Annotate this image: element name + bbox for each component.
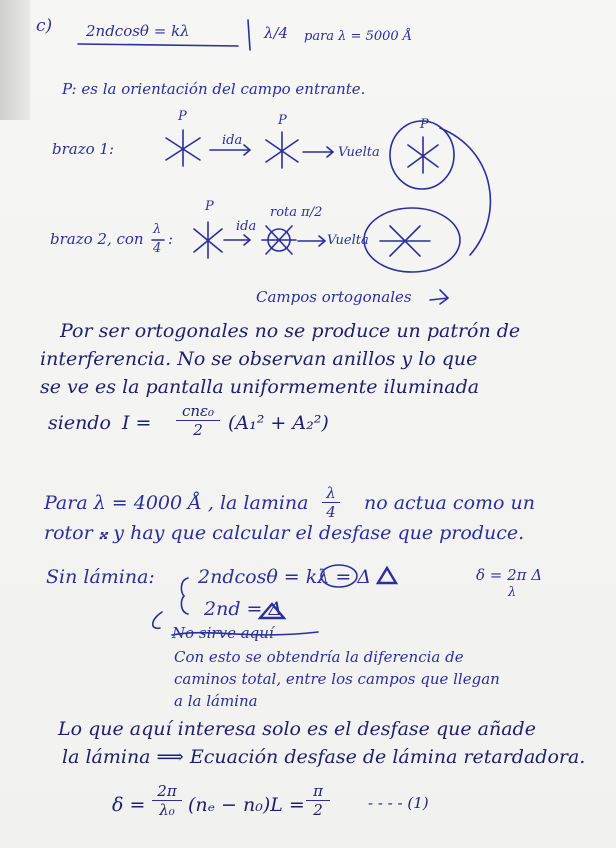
delta-mark-1	[378, 568, 396, 583]
campos-arrow	[430, 290, 448, 304]
brazo1-star-1	[166, 130, 200, 166]
brazo2-arrow-1	[224, 235, 250, 245]
p-label-2: P	[278, 113, 287, 128]
siendo-I: I =	[122, 412, 152, 434]
siendo-frac-num: cnε₀	[176, 402, 220, 421]
p-label-4: P	[205, 199, 214, 214]
note-line3: a la lámina	[174, 692, 258, 710]
siendo-label: siendo	[48, 412, 111, 434]
paragraph2-frac-den: 4	[326, 503, 336, 521]
paragraph2-line2: rotor 𝄪 y hay que calcular el desfase que produce.	[44, 522, 525, 544]
final-rhs-den: 2	[313, 801, 323, 819]
final-fraction	[152, 782, 182, 819]
brazo2-frac-den: 4	[153, 241, 162, 256]
p-label-1: P	[178, 109, 187, 124]
paragraph2-line1-post: no actua como un	[364, 492, 535, 514]
paragraph1-line1: Por ser ortogonales no se produce un patrón de	[60, 320, 521, 342]
paragraph1-line2: interferencia. No se observan anillos y lo que	[40, 348, 478, 370]
siendo-rhs: (A₁² + A₂²)	[228, 412, 329, 434]
final-delta: δ =	[112, 794, 146, 816]
vuelta-label-2: Vuelta	[327, 233, 369, 248]
paragraph3-line2: la lámina ⟹ Ecuación desfase de lámina retardadora.	[62, 746, 586, 768]
final-frac-num: 2π	[152, 782, 182, 801]
brazo2-star-1	[194, 222, 222, 258]
para-lambda: para λ = 5000 Å	[304, 29, 413, 44]
brazo1-arrow-2	[303, 147, 333, 157]
final-tag: - - - - (1)	[368, 794, 429, 812]
brazo1-star-2	[266, 132, 298, 168]
section-label: c)	[36, 16, 53, 36]
p-label-3: P	[420, 117, 429, 132]
ida-label-1: ida	[222, 133, 243, 148]
paragraph2-frac-num: λ	[322, 484, 340, 503]
side-note-den: λ	[508, 585, 517, 600]
note-line1: Con esto se obtendría la diferencia de	[174, 648, 464, 666]
header-divider	[248, 20, 250, 50]
brazo2-circle	[364, 208, 460, 272]
campos-ortogonales: Campos ortogonales	[256, 288, 412, 306]
header-equation: 2ndcosθ = kλ	[86, 22, 190, 40]
final-rhs-num: π	[306, 782, 330, 801]
header-underline	[78, 44, 238, 46]
brazo2-arrow-2	[298, 236, 325, 246]
siendo-fraction	[176, 402, 220, 439]
p-definition: P: es la orientación del campo entrante.	[62, 80, 366, 98]
final-rhs-fraction	[306, 782, 330, 819]
paragraph1-line3: se ve es la pantalla uniformemente iluminada	[40, 376, 480, 398]
paragraph3-line1: Lo que aquí interesa solo es el desfase que añade	[58, 718, 536, 740]
brazo2-colon: :	[168, 230, 174, 248]
final-frac-den: λ₀	[159, 801, 175, 819]
page-corner-shadow	[0, 0, 30, 120]
sin-lamina-eq2: 2nd = Δ	[204, 598, 283, 620]
note-line2: caminos total, entre los campos que llegan	[174, 670, 500, 688]
side-note: δ = 2π Δ	[476, 566, 543, 584]
brazo2-star-3	[380, 226, 430, 256]
brazo1-star-3	[408, 137, 438, 173]
vuelta-label-1: Vuelta	[338, 145, 380, 160]
connector-curve	[440, 128, 490, 255]
brazo2-frac-num: λ	[153, 222, 162, 237]
paragraph2-line1-pre: Para λ = 4000 Å , la lamina	[44, 492, 309, 514]
brazo2-label: brazo 2, con	[50, 230, 144, 248]
sin-lamina-bracket	[181, 578, 188, 614]
brazo1-label: brazo 1:	[52, 140, 115, 158]
final-mid: (nₑ − n₀)L =	[188, 794, 305, 816]
siendo-frac-den: 2	[193, 421, 203, 439]
lambda-quarter: λ/4	[264, 24, 289, 42]
crossed-text: No sirve aquí	[172, 624, 274, 642]
sin-lamina-hook	[153, 612, 162, 628]
brazo2-rotated-star	[262, 226, 296, 254]
sin-lamina-label: Sin lámina:	[46, 566, 155, 588]
sin-lamina-eq1: 2ndcosθ = kλ = Δ	[198, 566, 372, 588]
rota-label: rota π/2	[270, 205, 323, 220]
ida-label-2: ida	[236, 219, 257, 234]
paragraph2-fraction	[322, 484, 340, 521]
